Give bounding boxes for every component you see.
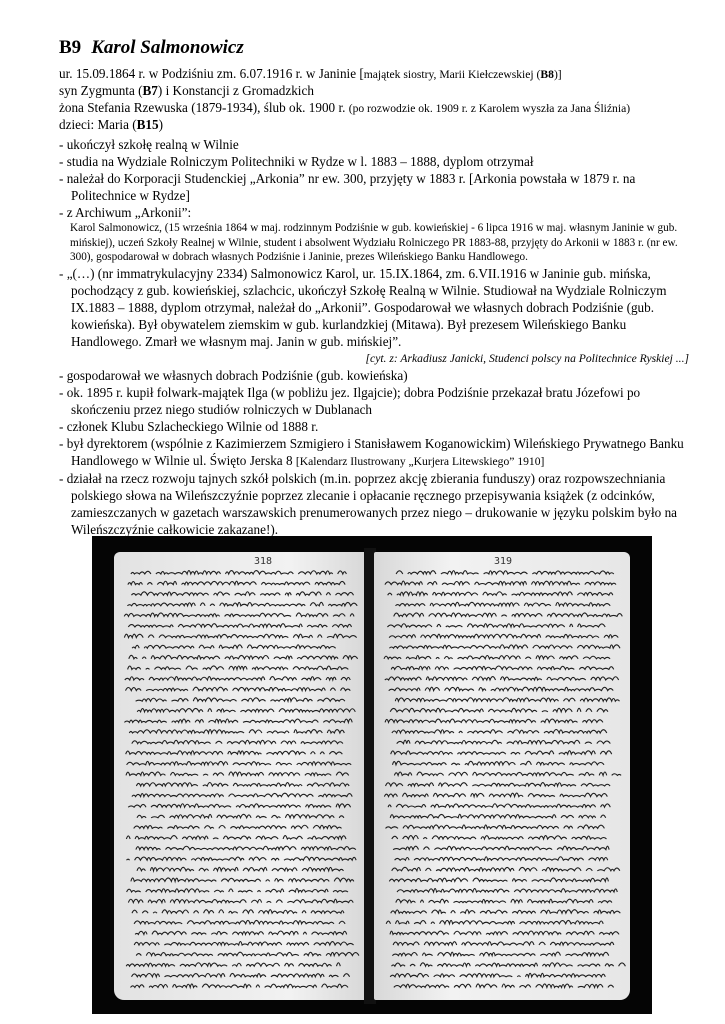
handwriting-line [391, 910, 621, 914]
list-item: - działał na rzecz rozwoju tajnych szkół polskich (m.in. poprzez akcję zbierania funduszy) oraz rozpowszechniania polskiego słowa na Wileńszczyźnie poprzez zlecanie i opłacanie ręcznego przepisywania książek (z odcinków, zamieszczanych w gazetach warszawskich prenumerowanych przez niego – drukowanie w języku polskim było na Wileńszczyźnie całkowicie zakazane!). [59, 470, 678, 537]
handwriting-line [128, 666, 354, 669]
handwriting-line [390, 973, 605, 977]
handwriting-line [136, 846, 356, 849]
handwriting-line [124, 719, 352, 722]
handwriting-line [126, 751, 343, 754]
handwriting-line [128, 624, 351, 627]
handwriting-line [394, 613, 628, 617]
handwriting-line [127, 889, 348, 893]
handwriting-line [128, 581, 350, 584]
handwriting-line [385, 581, 616, 585]
handwriting-line [386, 825, 605, 829]
handwriting-line [392, 730, 607, 734]
handwriting-line [391, 666, 619, 669]
handwriting-line [126, 963, 340, 966]
manuscript-left-page [114, 552, 366, 1000]
handwriting-line [394, 984, 614, 988]
handwriting-line [387, 624, 605, 627]
handwriting-line [137, 708, 355, 711]
handwriting-line [395, 857, 608, 860]
handwriting-line [390, 708, 613, 711]
entry-title [59, 37, 244, 59]
list-item: - „(…) (nr immatrykulacyjny 2334) Salmonowicz Karol, ur. 15.IX.1864, zm. 6.VII.1916 w Janinie gub. mińska, pochodzący z gub. kowieńskiej, szlachcic, ukończył Szkołę Realną w Wilnie. Studiował na Wydziale Rolniczym IX.1883 – 1888, dyplom otrzymał, należał do „Arkonii”. Gospodarował we własnych dobrach Podziśnie (gub. kowieńska). Był obywatelem ziemskim w gub. kurlandzkiej (Mitawa). Był prezesem Wileńskiego Banku Handlowego. Zmarł we własnym maj. Janin w gub. mińskiej”. [59, 265, 667, 349]
parents-line: syn Zygmunta (B7) i Konstancji z Gromadzkich [59, 83, 314, 98]
list-item: - ukończył szkołę realną w Wilnie [59, 137, 239, 152]
handwriting-line [137, 867, 344, 870]
handwriting-line [129, 730, 344, 733]
birth-death-line: ur. 15.09.1864 r. w Podziśniu zm. 6.07.1916 r. w Janinie [majątek siostry, Marii Kiełczewskiej (B8)] [59, 66, 562, 81]
handwriting-line [127, 857, 357, 861]
handwriting-line [389, 878, 613, 882]
list-item: - z Archiwum „Arkonii”: [59, 205, 192, 220]
handwriting-line [397, 889, 617, 892]
handwriting-line [396, 899, 617, 902]
handwriting-line [131, 571, 352, 574]
list-item: - należał do Korporacji Studenckiej „Arkonia” nr ew. 300, przyjęty w 1883 r. [Arkonia powstała w 1879 r. na Politechnice w Rydze] [59, 171, 636, 203]
handwriting-line [385, 719, 608, 722]
handwriting-right [374, 552, 630, 1000]
handwriting-line [126, 836, 346, 839]
handwriting-line [392, 867, 620, 871]
handwriting-line [389, 634, 618, 637]
handwriting-line [396, 571, 614, 574]
person-name: Karol Salmonowicz [91, 37, 244, 58]
handwriting-line [137, 814, 344, 818]
handwriting-line [132, 645, 341, 648]
handwriting-line [134, 942, 353, 945]
handwriting-line [390, 814, 606, 817]
biography-list [59, 136, 689, 538]
handwriting-line [132, 973, 355, 976]
handwriting-line [390, 931, 619, 934]
handwriting-line [388, 592, 618, 595]
handwriting-line [135, 931, 352, 934]
citation: [cyt. z: Arkadiusz Janicki, Studenci polscy na Politechnice Ryskiej ...] [365, 351, 689, 365]
handwriting-line [396, 602, 611, 606]
handwriting-line [128, 804, 355, 807]
handwriting-line [136, 698, 345, 702]
entry-code: B9 [59, 37, 82, 58]
handwriting-line [393, 942, 619, 945]
handwriting-left [114, 552, 366, 1000]
handwriting-line [126, 772, 349, 775]
right-page-number: 319 [494, 556, 513, 567]
handwriting-line [136, 783, 349, 787]
handwriting-line [124, 634, 356, 637]
handwriting-line [125, 677, 350, 680]
list-item: - gospodarował we własnych dobrach Podziśnie (gub. kowieńska) [59, 367, 408, 383]
handwriting-line [384, 793, 607, 797]
handwriting-line [127, 602, 357, 606]
handwriting-line [132, 592, 359, 595]
handwriting-line [132, 740, 348, 743]
handwriting-line [126, 687, 356, 690]
handwriting-line [386, 920, 608, 923]
handwriting-line [124, 613, 359, 616]
handwriting-line [127, 761, 352, 764]
handwriting-line [393, 761, 610, 764]
manuscript-right-page [374, 552, 630, 1000]
handwriting-line [128, 899, 353, 902]
handwriting-line [392, 836, 612, 840]
archive-quote: Karol Salmonowicz, (15 września 1864 w maj. rodzinnym Podziśnie w gub. kowieńskiej - 6 lipca 1916 w maj. własnym Janinie w gub. mińskiej), uczeń Szkoły Realnej w Wilnie, student i absolwent Wydziału Rolniczego PR 1883-88, przyjęty do Arkonii w 1883 r. (nr ew. 300), gospodarował w dobrach własnych Podziśnie i Janinie, prezes Wileńskiego Banku Handlowego. [70, 222, 678, 263]
handwriting-line [392, 963, 626, 966]
handwriting-line [393, 846, 609, 849]
list-item: - był dyrektorem (wspólnie z Kazimierzem Szmigiero i Stanisławem Koganowickim) Wileńskiego Prywatnego Banku Handlowego w Wilnie ul. Święto Jerska 8 [Kalendarz Ilustrowany „Kurjera Litewskiego” 1910] [59, 435, 684, 468]
list-item: - członek Klubu Szlacheckiego Wilnie od 1888 r. [59, 418, 319, 434]
handwriting-line [131, 984, 349, 988]
manuscript-photo [92, 536, 652, 1014]
handwriting-line [134, 825, 342, 828]
handwriting-line [386, 783, 611, 786]
handwriting-line [392, 952, 608, 956]
handwriting-line [132, 793, 357, 796]
handwriting-line [389, 645, 620, 648]
handwriting-line [394, 772, 621, 775]
handwriting-line [397, 740, 611, 743]
handwriting-line [385, 677, 619, 680]
spouse-line: żona Stefania Rzewuska (1879-1934), ślub ok. 1900 r. (po rozwodzie ok. 1909 r. z Karolem wyszła za Jana Śliźnia) [59, 100, 631, 115]
left-page-number: 318 [254, 556, 273, 567]
handwriting-line [129, 655, 358, 658]
handwriting-line [389, 687, 613, 690]
handwriting-line [136, 952, 359, 955]
list-item: - ok. 1895 r. kupił folwark-majątek Ilga (w pobliżu jez. Ilgajcie); dobra Podziśnie przekazał bratu Józefowi po skończeniu przez niego studiów rolniczych w Dublanach [59, 384, 641, 417]
handwriting-line [395, 698, 619, 701]
handwriting-line [384, 656, 610, 659]
children-line: dzieci: Maria (B15) [59, 117, 164, 132]
handwriting-line [131, 878, 354, 882]
handwriting-line [134, 920, 350, 923]
handwriting-line [388, 804, 615, 807]
list-item: - studia na Wydziale Rolniczym Politechniki w Rydze w l. 1883 – 1888, dyplom otrzymał [59, 154, 534, 169]
handwriting-line [391, 751, 612, 755]
handwriting-line [132, 910, 344, 914]
